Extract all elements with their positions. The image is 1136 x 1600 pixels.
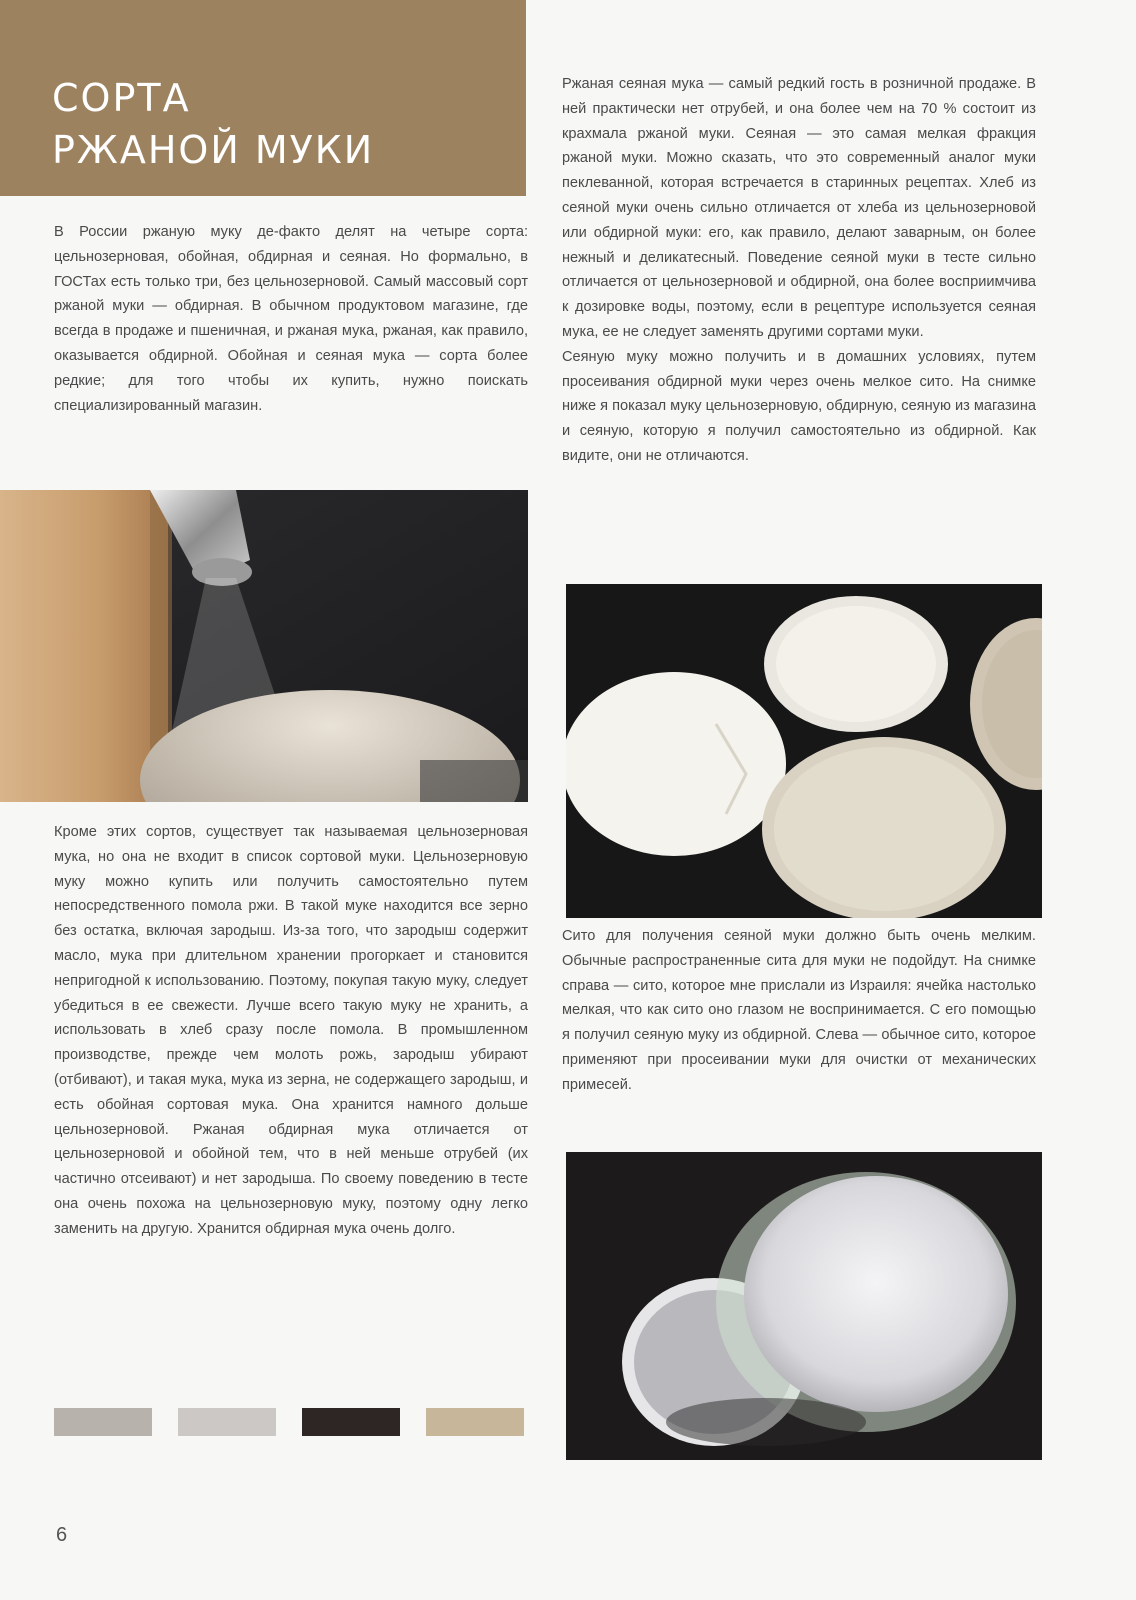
sifted-flour-paragraph xyxy=(562,72,1036,469)
grain-mill-photo xyxy=(0,490,528,802)
intro-paragraph: В России ржаную муку де-факто делят на четыре сорта: цельнозерновая, обойная, обдирная и сеяная. Но формально, в ГОСТах есть только три, без цельнозерновой. Самый массовый сорт ржаной муки — обдирная. В обычном продуктовом магазине, где всегда в продаже и пшеничная, и ржаная мука, ржаная, как правило, оказывается обдирной. Обойная и сеяная мука — сорта более редкие; для того чтобы их купить, нужно поискать специализированный магазин. xyxy=(54,224,528,414)
color-swatch-2 xyxy=(178,1408,276,1436)
flour-samples-photo xyxy=(566,584,1042,918)
color-swatch-4 xyxy=(426,1408,524,1436)
main-paragraph: Кроме этих сортов, существует так называемая цельнозерновая мука, но она не входит в список сортовой муки. Цельнозерновую муку можно купить или получить самостоятельно путем непосредственного помола ржи. В такой муке находится все зерно без остатка, включая зародыш. Из-за того, что зародыш содержит масло, мука при длительном хранении прогоркает и становится непригодной к использованию. Поэтому, покупая такую муку, следует убедиться в ее свежести. Лучше всего такую муку не хранить, а использовать в хлеб сразу после помола. В промышленном производстве, прежде чем молоть рожь, зародыш убирают (отбивают), и такая мука, мука из зерна, не содержащего зародыш, и есть обойная сортовая мука. Она хранится намного дольше цельнозерновой. Ржаная обдирная мука отличается от цельнозерновой и обойной тем, что в ней меньше отрубей (их частично отсеивают) и нет зародыша. По своему поведению в тесте она очень похожа на цельнозерновую муку, поэтому одну легко заменить на другую. Хранится обдирная мука очень долго. xyxy=(54,824,528,1237)
sieve-paragraph: Сито для получения сеяной муки должно быть очень мелким. Обычные распространенные сита для муки не подойдут. На снимке справа — сито, которое мне прислали из Израиля: ячейка настолько мелкая, что как сито оно глазом не воспринимается. С его помощью я получил сеяную муку из обдирной. Слева — обычное сито, которое применяют при просеивании муки для очистки от механических примесей. xyxy=(562,928,1036,1093)
home-sifting-text: Сеяную муку можно получить и в домашних условиях, путем просеивания обдирной муки через очень мелкое сито. На снимке ниже я показал муку цельнозерновую, обдирную, сеяную из магазина и сеяную, которую я получил самостоятельно из обдирной. Как видите, они не отличаются. xyxy=(562,348,1036,464)
color-swatch-3 xyxy=(302,1408,400,1436)
sifted-flour-text: Ржаная сеяная мука — самый редкий гость в розничной продаже. В ней практически нет отрубей, и она более чем на 70 % состоит из крахмала ржаной муки. Сеяная — это самая мелкая фракция ржаной муки. Можно сказать, что это современный аналог муки пеклеванной, которая встречается в старинных рецептах. Хлеб из сеяной муки очень сильно отличается от хлеба из цельнозерновой или обдирной муки: его, как правило, делают заварным, он более нежный и деликатесный. Поведение сеяной муки в тесте сильно отличается от цельнозерновой и обдирной, она более восприимчива к дозировке воды, поэтому, если в рецептуре используется сеяная мука, ее не следует заменять другими сортами муки. xyxy=(562,76,1036,340)
color-swatch-1 xyxy=(54,1408,152,1436)
title-line-2: РЖАНОЙ МУКИ xyxy=(52,128,375,172)
title-line-1: СОРТА xyxy=(52,76,191,120)
page-number: 6 xyxy=(56,1524,68,1546)
sieve-photo xyxy=(566,1152,1042,1460)
page-title xyxy=(52,72,374,176)
